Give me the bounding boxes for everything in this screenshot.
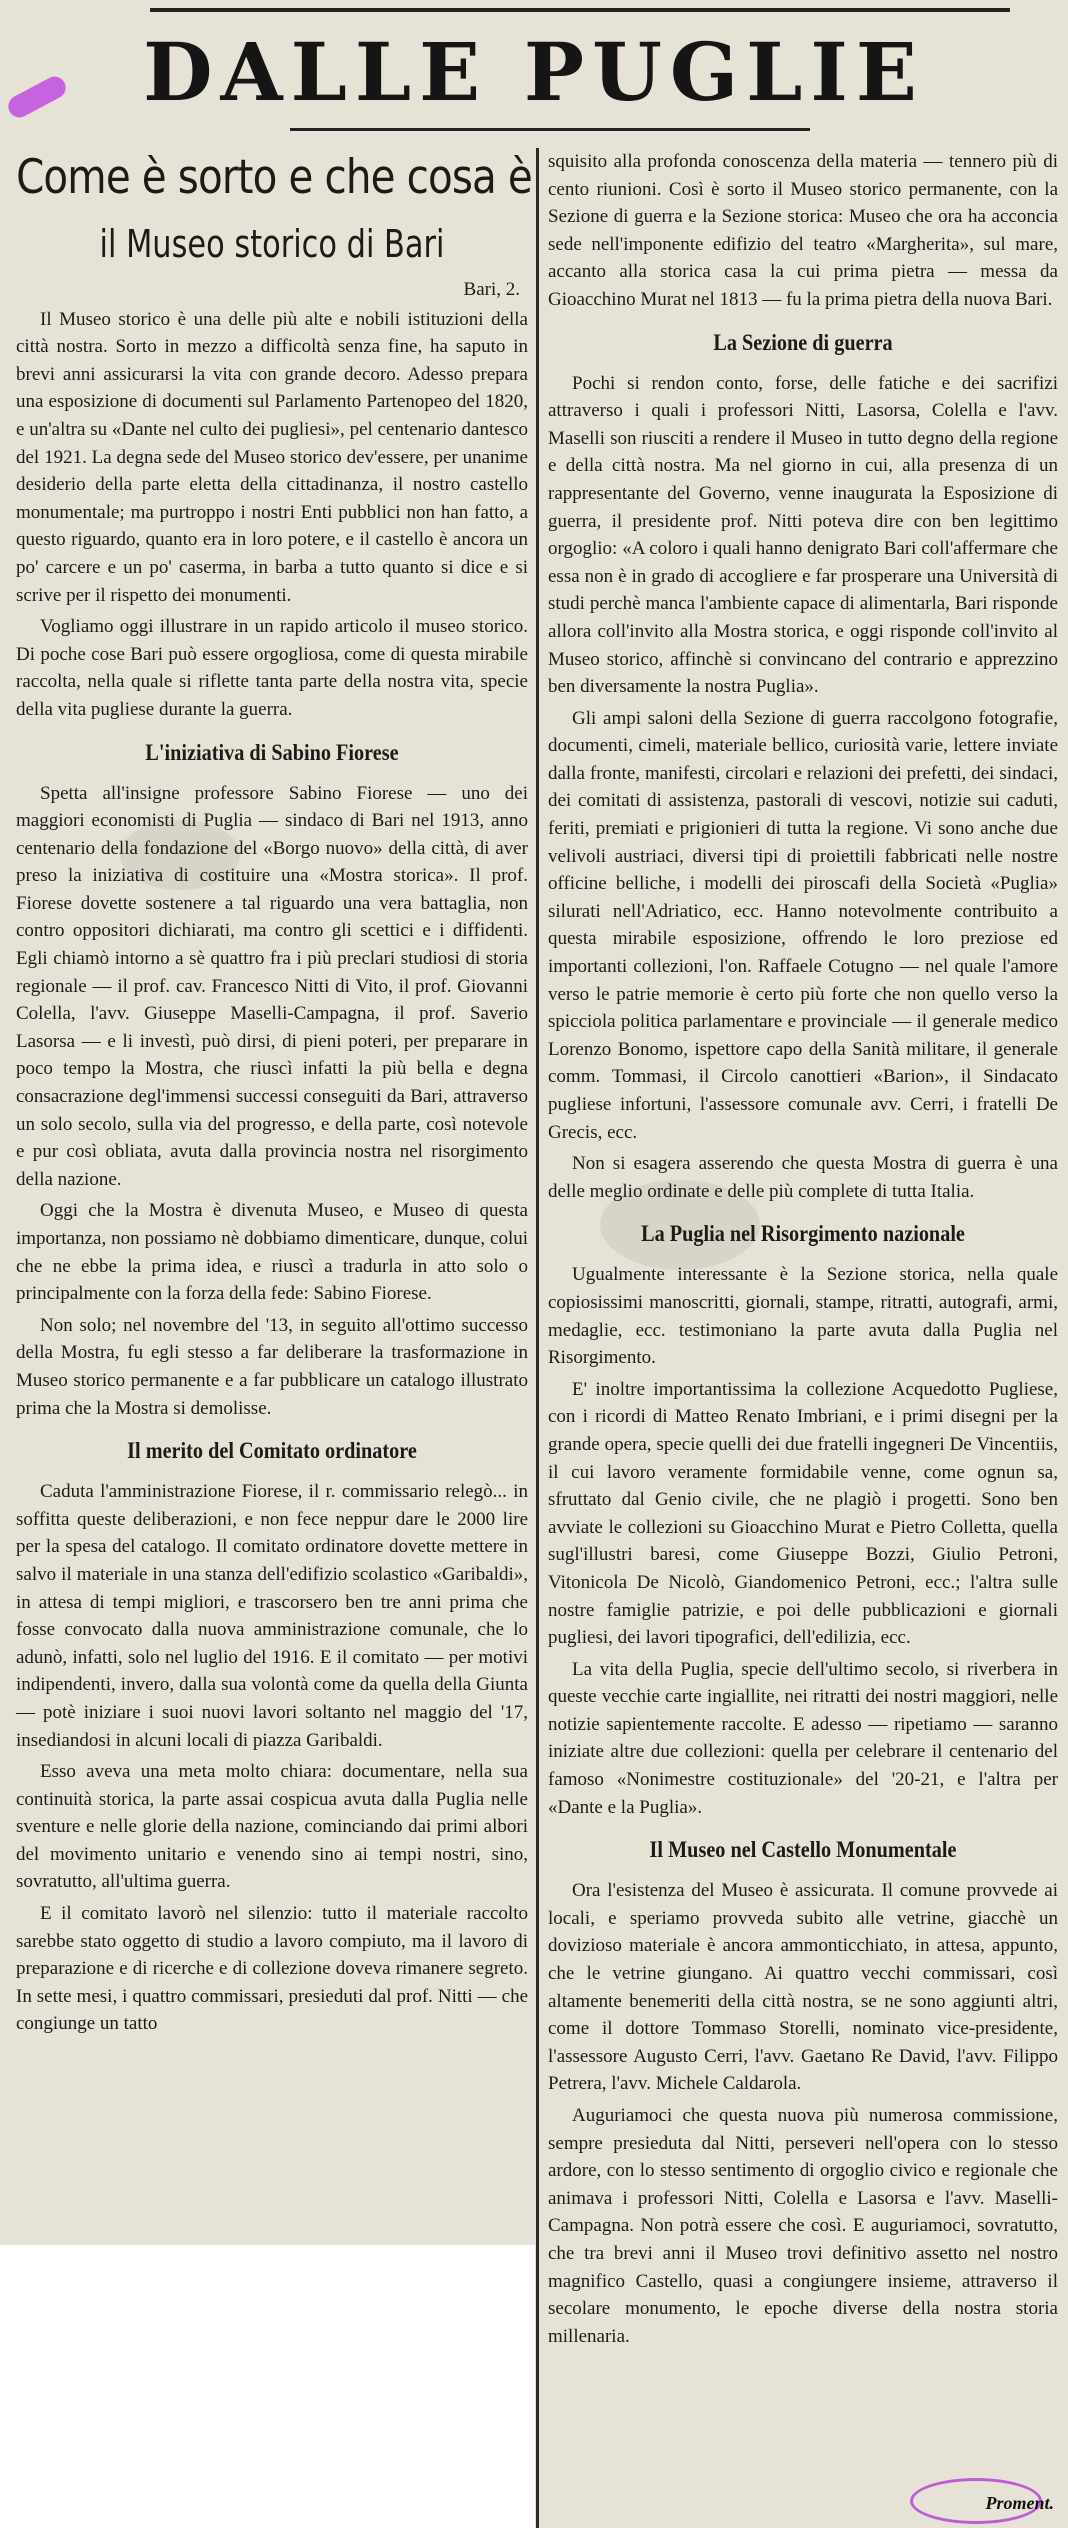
paragraph: Oggi che la Mostra è divenuta Museo, e Museo di questa importanza, non possiamo nè dobbiamo dimenticare, dunque, colui che ne ebbe la prima idea, e riuscì a tradurla in atto solo o principalmente con la forza della fede: Sabino Fiorese. [16,1200,528,1305]
section-masthead: DALLE PUGLIE [143,25,925,119]
paragraph: squisito alla profonda conoscenza della materia — tennero più di cento riunioni. Così è sorto il Museo storico permanente, con la Sezione di guerra e la Sezione storica: Museo che ora ha acconcia sede nell'imponente edifizio del teatro «Margherita», sul mare, accanto alla storica casa la cui prima pietra — messa da Gioacchino Murat nel 1813 — fu la prima pietra della nuova Bari. [548,151,1058,310]
author-signature: Proment. [985,2493,1054,2513]
paragraph: Vogliamo oggi illustrare in un rapido articolo il museo storico. Di poche cose Bari può essere orgogliosa, come di questa mirabile raccolta, nella quale si riflette tanta parte della nostra vita, specie della vita pugliese durante la guerra. [16,616,528,720]
blank-area [0,2245,535,2528]
section-heading: La Sezione di guerra [713,329,893,355]
section-heading: Il merito del Comitato ordinatore [127,1438,417,1464]
section-heading: La Puglia nel Risorgimento nazionale [641,1221,965,1247]
article-subtitle: il Museo storico di Bari [99,222,445,266]
paragraph: Non solo; nel novembre del '13, in seguito all'ottimo successo della Mostra, fu egli stesso a far deliberare la trasformazione in Museo storico permanente e a far pubblicare un catalogo illustrato prima che la Mostra si demolisse. [16,1314,528,1419]
right-column [548,148,1058,2354]
paragraph: Pochi si rendon conto, forse, delle fatiche e dei sacrifizi attraverso i quali i professori Nitti, Lasorsa, Colella e l'avv. Maselli son riusciti a rendere il Museo in tutto degno della regione e della città nostra. Ma nel giorno in cui, alla presenza di un rappresentante del Governo, venne inaugurata la Esposizione di guerra, il presidente prof. Nitti poteva dire con ben legittimo orgoglio: «A coloro i quali hanno denigrato Bari coll'affermare che essa non è in grado di accogliere e far prosperare una Università di studi perchè manca l'ambiente capace di alimentarla, Bari risponde allora coll'invito alla Mostra storica, e oggi risponde coll'invito al Museo storico, affinchè si convincano del contrario e apprezzino ben diversamente la nostra Puglia». [548,372,1058,698]
column-divider [536,148,539,2528]
paragraph: Auguriamoci che questa nuova più numerosa commissione, sempre presieduta dal Nitti, perseveri nell'opera con lo stesso ardore, con lo stesso sentimento di orgoglio civico e regionale che animava i professori Nitti, Colella e Lasorsa e l'avv. Maselli-Campagna. Non potrà essere che così. E auguriamoci, sovratutto, che tra brevi anni il Museo trovi definitivo assetto nel nostro magnifico Castello, quasi a congiungere insieme, attraverso il secolare monumento, le epoche diverse della nostra storia millenaria. [548,2105,1058,2347]
paragraph: La vita della Puglia, specie dell'ultimo secolo, si riverbera in queste vecchie carte ingiallite, nei ritratti dei nostri maggiori, nelle notizie sapientemente raccolte. E adesso — ripetiamo — saranno iniziate altre due collezioni: quella per celebrare il centenario del famoso «Nonimestre costituzionale» del '20-21, e l'altra per «Dante e la Puglia». [548,1658,1058,1818]
paragraph: Esso aveva una meta molto chiara: documentare, nella sua continuità storica, la parte assai cospicua avuta dalla Puglia nelle sventure e nelle glorie della nazione, cominciando dai primi albori del movimento unitario e venendo sino ai tempi nostri, sino, sovratutto, all'ultima guerra. [16,1761,528,1893]
paragraph: Il Museo storico è una delle più alte e nobili istituzioni della città nostra. Sorto in mezzo a difficoltà senza fine, ha saputo in brevi anni assicurarsi la vita con grande decoro. Adesso prepara una esposizione di documenti sul Parlamento Partenopeo del 1820, e un'altra su «Dante nel culto dei pugliesi», pel centenario dantesco del 1921. La degna sede del Museo storico dev'essere, per unanime desiderio della parte eletta della cittadinanza, il nostro castello monumentale; ma purtroppo i nostri Enti pubblici non han fatto, a questo riguardo, quanto era in loro potere, e il castello è ancora un po' carcere e un po' caserma, in barba a tutto quanto si dice e si scrive per il rispetto dei monumenti. [16,308,528,606]
paragraph: Caduta l'amministrazione Fiorese, il r. commissario relegò... in soffitta queste deliberazioni, e non fece neppur dare le 2000 lire per la spesa del catalogo. Il comitato ordinatore dovette mettere in salvo il materiale in una stanza dell'edifizio scolastico «Garibaldi», in attesa di tempi migliori, e trascorsero ben tre anni prima che fosse convocato dalla nuova amministrazione comunale, che lo adunò, infatti, solo nel luglio del 1916. E il comitato — per motivi indipendenti, invero, dalla sua volontà come da quella della Giunta — potè iniziare i suoi nuovi lavori soltanto nel maggio del '17, insediandosi in alcuni locali di piazza Garibaldi. [16,1481,528,1751]
paragraph: Gli ampi saloni della Sezione di guerra raccolgono fotografie, documenti, cimeli, materiale bellico, curiosità varie, lettere inviate dalla fronte, manifesti, circolari e relazioni dei prefetti, dei sindaci, dei comitati di assistenza, pastorali di vescovi, notizie sui caduti, feriti, premiati e prigionieri di tutta la regione. Vi sono anche due velivoli austriaci, diversi tipi di proiettili fabbricati nelle nostre officine belliche, i modelli dei piroscafi della Società «Puglia» silurati nell'Adriatico, ecc. Hanno notevolmente contribuito a questa mirabile esposizione, offrendo le loro preziose ed importanti collezioni, l'on. Raffaele Cotugno — nel quale l'amore verso le patrie memorie è certo più forte che non quello verso la spicciola politica parlamentare e provinciale — il generale medico Lorenzo Bonomo, ispettore capo della Sanità militare, il generale comm. Tommasi, il Circolo canottieri «Barion», il Sindacato pugliese infortuni, l'assessore comunale avv. Cerri, i fratelli De Grecis, ecc. [548,707,1058,1143]
paragraph: Non si esagera asserendo che questa Mostra di guerra è una delle meglio ordinate e delle più complete di tutta Italia. [548,1153,1058,1202]
paragraph: Ugualmente interessante è la Sezione storica, nella quale copiosissimi manoscritti, giornali, stampe, ritratti, autografi, armi, medaglie, ecc. testimoniano la parte avuta dalla Puglia nel Risorgimento. [548,1264,1058,1369]
dateline: Bari, 2. [463,279,520,300]
masthead-rule-top [150,8,1010,12]
left-column [16,148,532,2042]
paragraph: Spetta all'insigne professore Sabino Fiorese — uno dei maggiori economisti di Puglia — sindaco di Bari nel 1913, anno centenario della fondazione del «Borgo nuovo» della città, di aver preso la iniziativa di costituire una «Mostra storica». Il prof. Fiorese dovette sostenere a tal riguardo una vera battaglia, non contro oppositori dichiarati, ma contro gli scettici e i diffidenti. Egli chiamò intorno a sè quattro fra i più preclari studiosi di storia regionale — il prof. cav. Francesco Nitti di Vito, il prof. Giovanni Colella, l'avv. Giuseppe Maselli-Campagna, il prof. Saverio Lasorsa — e li investì, può dirsi, di pieni poteri, per preparare in poco tempo la Mostra, che riuscì infatti la più bella e degna consacrazione degl'immensi successi conseguiti da Bari, attraverso un solo secolo, sulla via del progresso, e della parte, così notevole e pur così obliata, avuta dalla provincia nostra nel risorgimento della nazione. [16,782,528,1190]
section-heading: Il Museo nel Castello Monumentale [649,1837,957,1863]
paragraph: E' inoltre importantissima la collezione Acquedotto Pugliese, con i ricordi di Matteo Renato Imbriani, e i primi disegni per la grande opera, specie quelli dei due fratelli ingegneri De Vincentiis, il cui lavoro veramente formidabile venne, come ognun sa, sfruttato dal Genio civile, che ne plagiò i progetti. Sono ben avviate le collezioni su Gioacchino Murat e Pietro Colletta, quella sugl'illustri baresi, come Giuseppe Bozzi, Giulio Petroni, Vitonicola De Nicolò, Giandomenico Petroni, ecc.; l'altra sulle nostre famiglie patrizie, e poi delle pubblicazioni e giornali pugliesi, dei lavori tipografici, dell'edilizia, ecc. [548,1378,1058,1649]
paragraph: Ora l'esistenza del Museo è assicurata. Il comune provvede ai locali, e speriamo provveda subito alle vetrine, giacchè un dovizioso materiale è ancora ammonticchiato, in attesa, appunto, che le vetrine giungano. Ai quattro vecchi commissari, così altamente benemeriti della città nostra, se ne sono aggiunti altri, come il dottore Tommaso Storelli, nominato vice-presidente, l'assessore Augusto Cerri, l'avv. Gaetano Re David, l'avv. Filippo Petrera, l'avv. Michele Caldarola. [548,1880,1058,2095]
section-heading: L'iniziativa di Sabino Fiorese [145,739,399,765]
article-title: Come è sorto e che cosa è [16,150,532,205]
paragraph: E il comitato lavorò nel silenzio: tutto il materiale raccolto sarebbe stato oggetto di studio a lavoro compiuto, ma il lavoro di preparazione e di ricerche e di collezione doveva rimanere segreto. In sette mesi, i quattro commissari, presieduti dal prof. Nitti — che congiunge un tatto [16,1903,528,2035]
masthead-rule-bottom [290,128,810,131]
